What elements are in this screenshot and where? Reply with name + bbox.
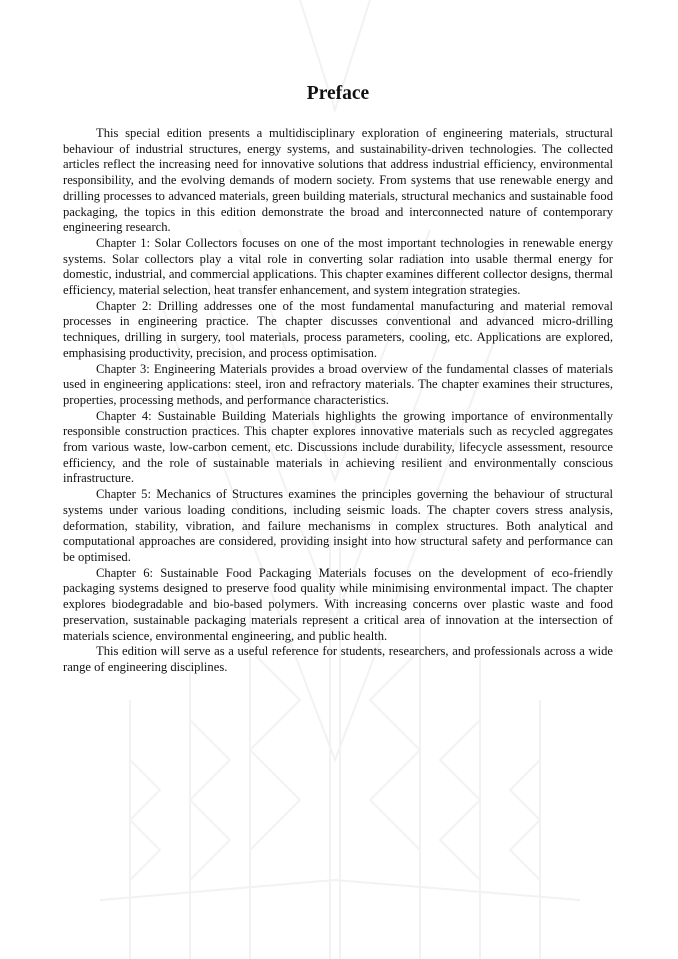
paragraph-intro: This special edition presents a multidisciplinary exploration of engineering materials, structural behaviour of industrial structures, energy systems, and sustainability-driven technologies. The collected articles reflect the increasing need for innovative solutions that address industrial efficiency, environmental responsibility, and the evolving demands of modern society. From systems that use renewable energy and drilling processes to advanced materials, green building materials, structural mechanics and sustainable food packaging, the topics in this edition demonstrate the broad and interconnected nature of contemporary engineering research.	[63, 126, 613, 235]
document-page	[63, 0, 613, 676]
paragraph-chapter-2: Chapter 2: Drilling addresses one of the most fundamental manufacturing and material removal processes in engineering practice. The chapter discusses conventional and advanced micro-drilling techniques, drilling in surgery, tool materials, process parameters, cooling, etc. Applications are explored, emphasising productivity, precision, and process optimisation.	[63, 298, 613, 360]
paragraph-chapter-5: Chapter 5: Mechanics of Structures examines the principles governing the behaviour of structural systems under various loading conditions, including seismic loads. The chapter covers stress analysis, deformation, stability, vibration, and failure mechanisms in complex structures. Both analytical and computational approaches are considered, providing insight into how structural safety and performance can be optimised.	[63, 487, 613, 564]
paragraph-closing: This edition will serve as a useful reference for students, researchers, and professionals across a wide range of engineering disciplines.	[63, 644, 613, 674]
paragraph-chapter-3: Chapter 3: Engineering Materials provides a broad overview of the fundamental classes of materials used in engineering applications: steel, iron and refractory materials. The chapter examines their structures, properties, processing methods, and performance characteristics.	[63, 361, 613, 407]
paragraph-chapter-6: Chapter 6: Sustainable Food Packaging Materials focuses on the development of eco-friendly packaging systems designed to preserve food quality while minimising environmental impact. The chapter explores biodegradable and bio-based polymers. With increasing concerns over plastic waste and food preservation, sustainable packaging materials represent a critical area of innovation at the intersection of materials science, environmental engineering, and public health.	[63, 565, 613, 643]
page-title: Preface	[306, 83, 370, 104]
paragraph-chapter-1: Chapter 1: Solar Collectors focuses on one of the most important technologies in renewable energy systems. Solar collectors play a vital role in converting solar radiation into usable thermal energy for domestic, industrial, and commercial applications. This chapter examines different collector designs, thermal efficiency, material selection, heat transfer enhancement, and system integration strategies.	[63, 235, 613, 298]
paragraph-chapter-4: Chapter 4: Sustainable Building Materials highlights the growing importance of environmentally responsible construction practices. This chapter explores innovative materials such as recycled aggregates from various waste, low-carbon cement, etc. Discussions include durability, lifecycle assessment, resource efficiency, and the role of sustainable materials in achieving resilient and environmentally conscious infrastructure.	[63, 408, 613, 486]
preface-body	[63, 126, 613, 676]
